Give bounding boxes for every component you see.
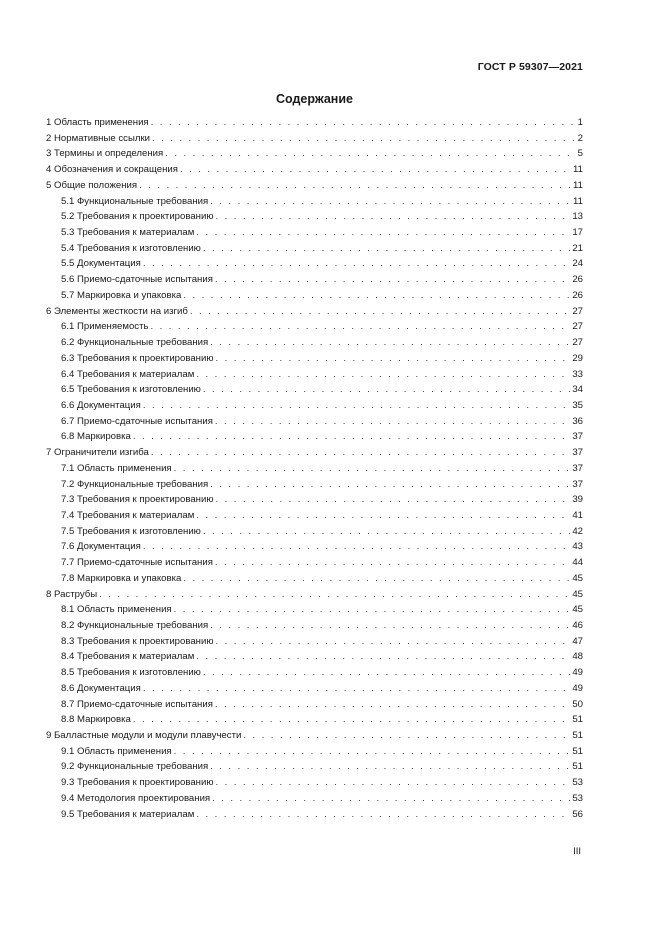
toc-entry-page: 34: [572, 384, 583, 396]
toc-entry-page: 48: [572, 651, 583, 663]
toc-entry[interactable]: [46, 351, 583, 367]
toc-entry-page: 13: [572, 211, 583, 223]
toc-entry-label: 5.4 Требования к изготовлению: [61, 242, 201, 254]
toc-leader-dots: [165, 146, 576, 162]
toc-entry-label: 2 Нормативные ссылки: [46, 132, 151, 144]
toc-leader-dots: [152, 131, 577, 147]
toc-entry-label: 8.6 Документация: [61, 682, 141, 694]
toc-entry-label: 7.6 Документация: [61, 541, 141, 553]
toc-entry[interactable]: [46, 618, 583, 634]
toc-entry-page: 51: [572, 761, 583, 773]
toc-entry-label: 8.2 Функциональные требования: [61, 620, 209, 631]
toc-leader-dots: [216, 775, 572, 791]
toc-entry[interactable]: [46, 319, 583, 335]
toc-entry-label: 5.2 Требования к проектированию: [61, 211, 214, 223]
toc-leader-dots: [210, 194, 572, 210]
toc-entry-label: 7.4 Требования к материалам: [61, 509, 195, 521]
toc-entry-page: 5: [577, 148, 583, 160]
toc-entry-page: 50: [572, 698, 583, 710]
toc-leader-dots: [151, 445, 572, 461]
toc-entry-page: 45: [572, 588, 583, 600]
toc-entry[interactable]: [46, 634, 583, 650]
toc-entry-label: 8.3 Требования к проектированию: [61, 635, 214, 647]
toc-entry[interactable]: [46, 744, 583, 760]
toc-entry-page: 11: [573, 164, 583, 176]
toc-entry[interactable]: [46, 807, 583, 823]
toc-entry-page: 37: [572, 431, 583, 443]
toc-entry-page: 29: [572, 352, 583, 364]
toc-entry-label: 5.7 Маркировка и упаковка: [61, 289, 182, 301]
toc-entry-label: 5.5 Документация: [61, 258, 141, 270]
toc-entry-label: 5.3 Требования к материалам: [61, 227, 195, 239]
toc-leader-dots: [215, 697, 571, 713]
toc-entry[interactable]: [46, 241, 583, 257]
toc-entry-page: 56: [572, 808, 583, 820]
toc-leader-dots: [203, 382, 571, 398]
toc-leader-dots: [196, 367, 571, 383]
toc-leader-dots: [212, 791, 571, 807]
toc-leader-dots: [216, 209, 572, 225]
toc-leader-dots: [210, 477, 571, 493]
toc-entry-label: 1 Область применения: [46, 117, 149, 128]
toc-leader-dots: [99, 587, 571, 603]
toc-entry-label: 9 Балластные модули и модули плавучести: [46, 730, 242, 742]
toc-leader-dots: [210, 335, 571, 351]
toc-leader-dots: [215, 272, 571, 288]
toc-entry[interactable]: [46, 256, 583, 272]
toc-leader-dots: [216, 634, 572, 650]
toc-entry-page: 39: [572, 494, 583, 506]
toc-leader-dots: [196, 508, 571, 524]
toc-leader-dots: [174, 461, 572, 477]
toc-entry[interactable]: [46, 759, 583, 775]
toc-entry[interactable]: [46, 194, 583, 210]
toc-entry-label: 9.2 Функциональные требования: [61, 761, 209, 773]
toc-entry-label: 9.4 Методология проектирования: [61, 792, 211, 804]
toc-entry-page: 46: [572, 620, 583, 631]
toc-entry[interactable]: [46, 697, 583, 713]
toc-leader-dots: [143, 256, 571, 272]
toc-entry[interactable]: [46, 335, 583, 351]
toc-entry-page: 45: [572, 572, 583, 584]
toc-entry[interactable]: [46, 429, 583, 445]
toc-entry[interactable]: [46, 272, 583, 288]
toc-entry-page: 49: [572, 682, 583, 694]
toc-leader-dots: [196, 649, 571, 665]
toc-leader-dots: [143, 398, 571, 414]
toc-entry-page: 24: [572, 258, 583, 270]
toc-leader-dots: [133, 712, 571, 728]
toc-leader-dots: [143, 539, 571, 555]
toc-entry[interactable]: [46, 178, 583, 194]
toc-entry-label: 9.5 Требования к материалам: [61, 808, 195, 820]
toc-entry-page: 35: [572, 399, 583, 411]
toc-leader-dots: [150, 319, 571, 335]
toc-entry[interactable]: [46, 665, 583, 681]
toc-entry-label: 7.1 Область применения: [61, 462, 172, 474]
toc-leader-dots: [183, 571, 571, 587]
toc-entry-page: 21: [572, 242, 583, 254]
toc-entry[interactable]: [46, 131, 583, 147]
toc-leader-dots: [133, 429, 571, 445]
toc-entry-label: 7.3 Требования к проектированию: [61, 494, 214, 506]
toc-entry-page: 27: [572, 337, 583, 349]
toc-entry[interactable]: [46, 587, 583, 603]
toc-entry[interactable]: [46, 162, 583, 178]
toc-entry-label: 8.5 Требования к изготовлению: [61, 667, 201, 679]
toc-entry-page: 1: [577, 117, 583, 128]
toc-entry[interactable]: [46, 492, 583, 508]
toc-leader-dots: [210, 618, 571, 634]
toc-leader-dots: [180, 162, 572, 178]
toc-entry-page: 37: [572, 462, 583, 474]
toc-entry-page: 26: [572, 289, 583, 301]
toc-entry-page: 51: [572, 714, 583, 726]
toc-entry-page: 51: [572, 745, 583, 757]
toc-entry-page: 27: [572, 305, 583, 317]
toc-leader-dots: [196, 225, 571, 241]
toc-leader-dots: [151, 115, 577, 131]
toc-entry[interactable]: [46, 791, 583, 807]
toc-entry-page: 53: [572, 777, 583, 789]
toc-entry[interactable]: [46, 209, 583, 225]
toc-entry-label: 4 Обозначения и сокращения: [46, 164, 178, 176]
toc-entry-page: 37: [572, 478, 583, 490]
toc-entry-page: 27: [572, 321, 583, 333]
toc-leader-dots: [174, 744, 572, 760]
toc-entry-label: 6.1 Применяемость: [61, 321, 149, 333]
toc-entry-label: 6.6 Документация: [61, 399, 141, 411]
toc-entry-label: 6.5 Требования к изготовлению: [61, 384, 201, 396]
toc-title: Содержание: [275, 92, 353, 106]
toc-leader-dots: [203, 241, 571, 257]
toc-leader-dots: [216, 492, 572, 508]
toc-entry-page: 37: [572, 447, 583, 459]
toc-entry-label: 6.8 Маркировка: [61, 431, 131, 443]
toc-entry[interactable]: [46, 571, 583, 587]
toc-entry-label: 9.3 Требования к проектированию: [61, 777, 214, 789]
toc-entry-page: 47: [572, 635, 583, 647]
toc-entry[interactable]: [46, 508, 583, 524]
toc-entry-page: 2: [577, 132, 583, 144]
table-of-contents: [46, 115, 583, 822]
toc-entry-label: 5 Общие положения: [46, 179, 138, 191]
toc-entry[interactable]: [46, 649, 583, 665]
toc-entry-page: 41: [572, 509, 583, 521]
toc-leader-dots: [139, 178, 572, 194]
toc-entry[interactable]: [46, 445, 583, 461]
toc-entry-label: 7 Ограничители изгиба: [46, 447, 149, 459]
toc-leader-dots: [215, 555, 571, 571]
toc-entry[interactable]: [46, 775, 583, 791]
toc-leader-dots: [210, 759, 571, 775]
toc-entry-page: 11: [573, 179, 583, 191]
toc-leader-dots: [216, 351, 572, 367]
toc-entry-page: 45: [572, 604, 583, 616]
toc-entry-page: 44: [572, 557, 583, 569]
toc-entry-page: 36: [572, 415, 583, 427]
toc-entry-page: 51: [572, 730, 583, 742]
toc-entry-page: 42: [572, 525, 583, 537]
toc-entry[interactable]: [46, 539, 583, 555]
toc-entry-label: 7.5 Требования к изготовлению: [61, 525, 201, 537]
toc-entry-page: 49: [572, 667, 583, 679]
toc-entry-page: 53: [572, 792, 583, 804]
toc-entry[interactable]: [46, 225, 583, 241]
toc-entry-label: 8.4 Требования к материалам: [61, 651, 195, 663]
toc-entry[interactable]: [46, 728, 583, 744]
toc-entry[interactable]: [46, 115, 583, 131]
toc-entry-label: 7.8 Маркировка и упаковка: [61, 572, 182, 584]
toc-entry[interactable]: [46, 681, 583, 697]
toc-entry[interactable]: [46, 304, 583, 320]
toc-entry[interactable]: [46, 555, 583, 571]
toc-entry-label: 8.7 Приемо-сдаточные испытания: [61, 698, 213, 710]
toc-entry[interactable]: [46, 288, 583, 304]
toc-entry-label: 6 Элементы жесткости на изгиб: [46, 305, 188, 317]
toc-entry-page: 11: [573, 195, 583, 207]
toc-leader-dots: [203, 665, 571, 681]
toc-leader-dots: [196, 807, 571, 823]
toc-entry-label: 5.1 Функциональные требования: [61, 195, 209, 207]
toc-entry[interactable]: [46, 461, 583, 477]
toc-entry[interactable]: [46, 712, 583, 728]
toc-leader-dots: [174, 602, 572, 618]
toc-entry-label: 5.6 Приемо-сдаточные испытания: [61, 274, 213, 286]
toc-entry-page: 33: [572, 368, 583, 380]
toc-entry[interactable]: [46, 524, 583, 540]
toc-leader-dots: [190, 304, 571, 320]
toc-entry-label: 7.2 Функциональные требования: [61, 478, 209, 490]
toc-entry[interactable]: [46, 414, 583, 430]
toc-entry[interactable]: [46, 367, 583, 383]
toc-entry-label: 8 Раструбы: [46, 588, 98, 600]
toc-entry-label: 9.1 Область применения: [61, 745, 172, 757]
toc-entry-label: 8.8 Маркировка: [61, 714, 131, 726]
toc-entry-label: 8.1 Область применения: [61, 604, 172, 616]
toc-entry-label: 6.3 Требования к проектированию: [61, 352, 214, 364]
toc-leader-dots: [203, 524, 571, 540]
document-code: ГОСТ Р 59307—2021: [477, 61, 583, 73]
toc-entry-page: 17: [572, 227, 583, 239]
toc-entry-label: 3 Термины и определения: [46, 148, 164, 160]
toc-entry-label: 6.2 Функциональные требования: [61, 337, 209, 349]
toc-entry-label: 6.7 Приемо-сдаточные испытания: [61, 415, 213, 427]
toc-entry-label: 7.7 Приемо-сдаточные испытания: [61, 557, 213, 569]
toc-entry[interactable]: [46, 477, 583, 493]
toc-entry-label: 6.4 Требования к материалам: [61, 368, 195, 380]
toc-leader-dots: [215, 414, 571, 430]
toc-entry-page: 43: [572, 541, 583, 553]
page-number: III: [573, 846, 581, 857]
toc-leader-dots: [143, 681, 571, 697]
toc-entry[interactable]: [46, 382, 583, 398]
toc-entry[interactable]: [46, 398, 583, 414]
toc-entry[interactable]: [46, 146, 583, 162]
toc-entry-page: 26: [572, 274, 583, 286]
toc-entry[interactable]: [46, 602, 583, 618]
toc-leader-dots: [183, 288, 571, 304]
toc-leader-dots: [243, 728, 571, 744]
